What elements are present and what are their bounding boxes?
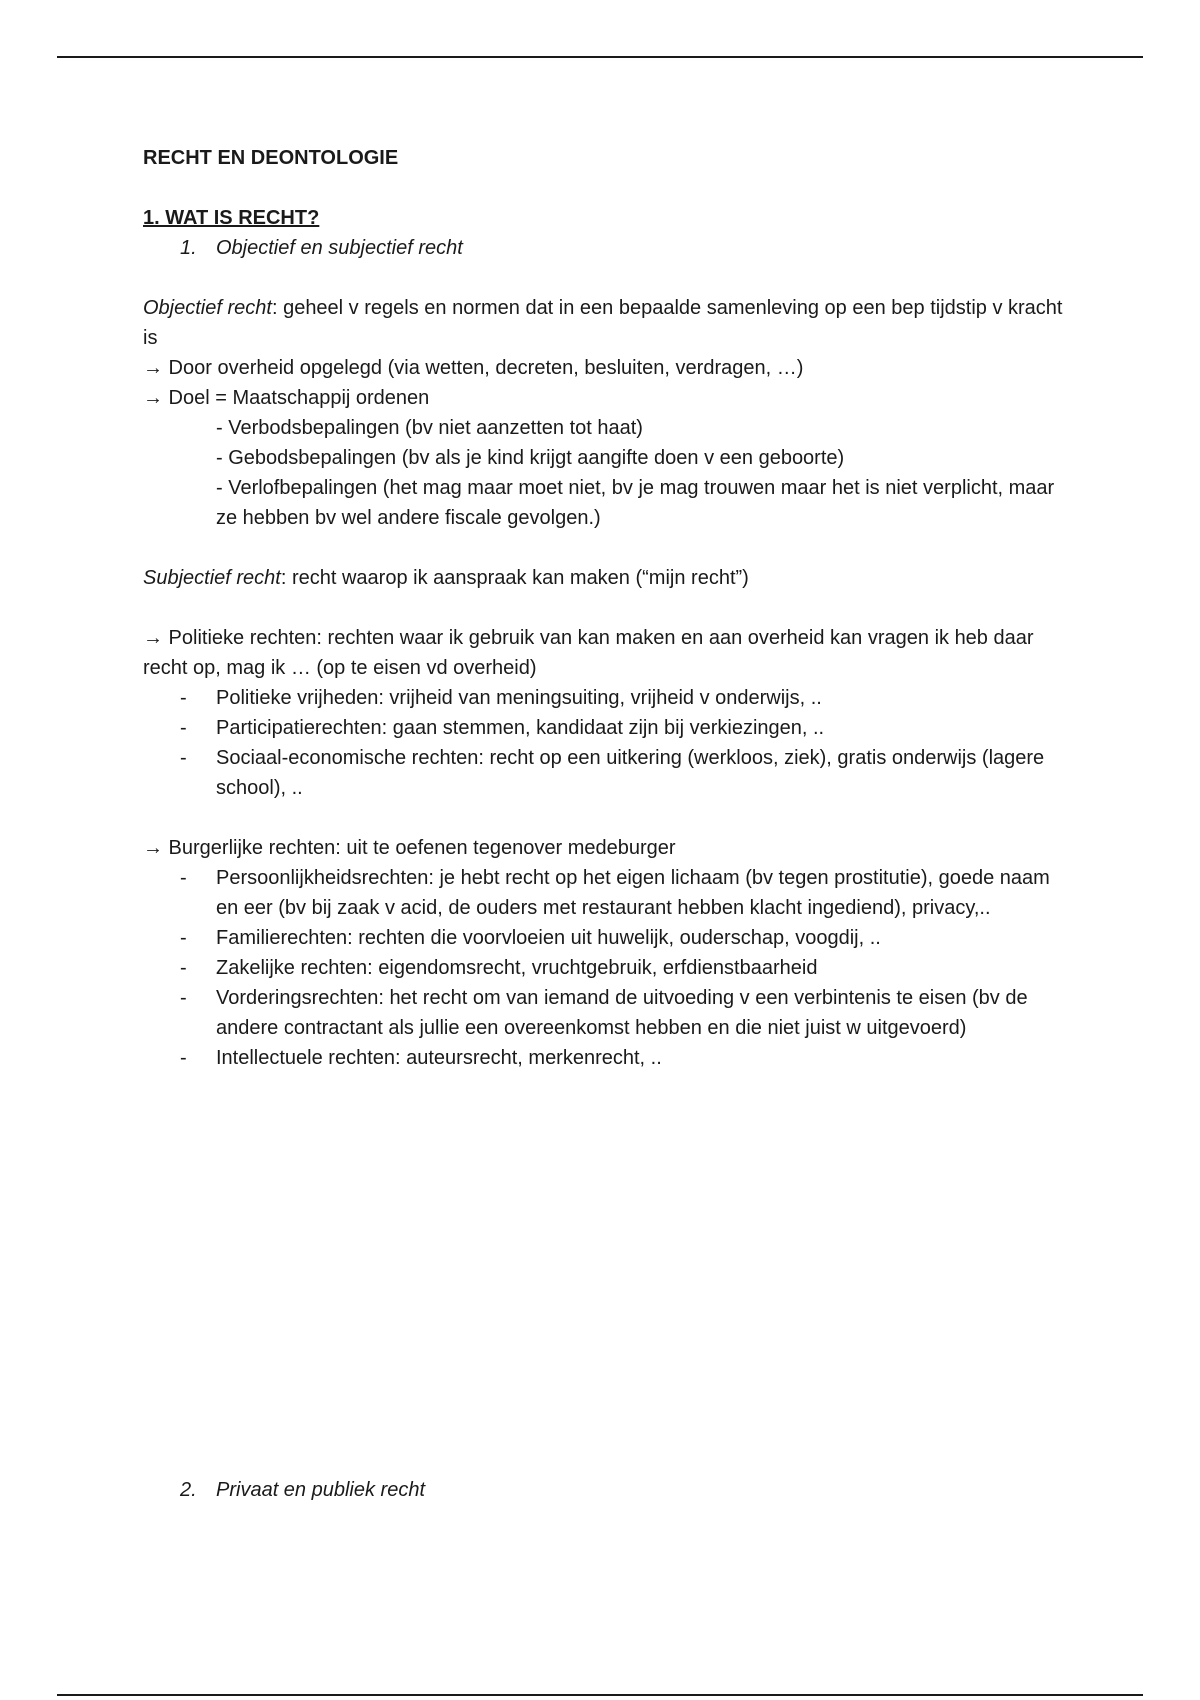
list-item: - Persoonlijkheidsrechten: je hebt recht op het eigen lichaam (bv tegen prostitutie), goede naam en eer (bv bij zaak v acid, de ouders met restaurant hebben klacht ingediend), privacy,.. (143, 863, 1063, 923)
doc-title: RECHT EN DEONTOLOGIE (143, 147, 399, 169)
objectief-definition (143, 293, 1063, 353)
burgerlijke-intro: → Burgerlijke rechten: uit te oefenen tegenover medeburger (143, 837, 676, 859)
subheading-2-title: Privaat en publiek recht (216, 1479, 426, 1501)
section-heading: 1. WAT IS RECHT? (143, 207, 320, 229)
subjectief-definition (143, 563, 1063, 593)
subjectief-text: : recht waarop ik aanspraak kan maken (“mijn recht”) (280, 567, 749, 589)
subheading-1-number: 1. (180, 237, 197, 259)
list-item: - Intellectuele rechten: auteursrecht, merkenrecht, .. (143, 1043, 1063, 1073)
bepaling-item: - Verbodsbepalingen (bv niet aanzetten tot haat) (216, 417, 643, 439)
list-item: - Sociaal-economische rechten: recht op een uitkering (werkloos, ziek), gratis onderwijs (lagere school), .. (143, 743, 1063, 803)
list-item: - Politieke vrijheden: vrijheid van meningsuiting, vrijheid v onderwijs, .. (143, 683, 1063, 713)
subheading-1 (143, 233, 1063, 263)
list-item: - Vorderingsrechten: het recht om van iemand de uitvoeding v een verbintenis te eisen (bv de andere contractant als jullie een overeenkomst hebben en die niet juist w uitgevoerd) (143, 983, 1063, 1043)
bepaling-item: - Verlofbepalingen (het mag maar moet niet, bv je mag trouwen maar het is niet verplicht, maar ze hebben bv wel andere fiscale gevolgen.) (216, 477, 1055, 529)
list-item: - Zakelijke rechten: eigendomsrecht, vruchtgebruik, erfdienstbaarheid (143, 953, 1063, 983)
subjectief-term: Subjectief recht (143, 567, 281, 589)
objectief-text: : geheel v regels en normen dat in een bepaalde samenleving op een bep tijdstip v kracht is (143, 297, 1063, 349)
subheading-2-number: 2. (180, 1479, 197, 1501)
list-item: - Familierechten: rechten die voorvloeien uit huwelijk, ouderschap, voogdij, .. (143, 923, 1063, 953)
top-rule (57, 56, 1143, 58)
burgerlijke-list (143, 863, 1063, 1073)
bottom-rule (57, 1694, 1143, 1696)
document-body (143, 143, 1063, 1073)
subheading-2 (180, 1475, 425, 1505)
bepaling-item: - Gebodsbepalingen (bv als je kind krijgt aangifte doen v een geboorte) (216, 447, 845, 469)
arrow-line: → Doel = Maatschappij ordenen (143, 387, 430, 409)
arrow-line: → Door overheid opgelegd (via wetten, decreten, besluiten, verdragen, …) (143, 357, 804, 379)
subheading-1-title: Objectief en subjectief recht (216, 237, 463, 259)
politieke-intro: → Politieke rechten: rechten waar ik gebruik van kan maken en aan overheid kan vragen ik heb daar recht op, mag ik … (op te eisen vd overheid) (143, 627, 1034, 679)
list-item: - Participatierechten: gaan stemmen, kandidaat zijn bij verkiezingen, .. (143, 713, 1063, 743)
politieke-list (143, 683, 1063, 803)
objectief-term: Objectief recht (143, 297, 272, 319)
